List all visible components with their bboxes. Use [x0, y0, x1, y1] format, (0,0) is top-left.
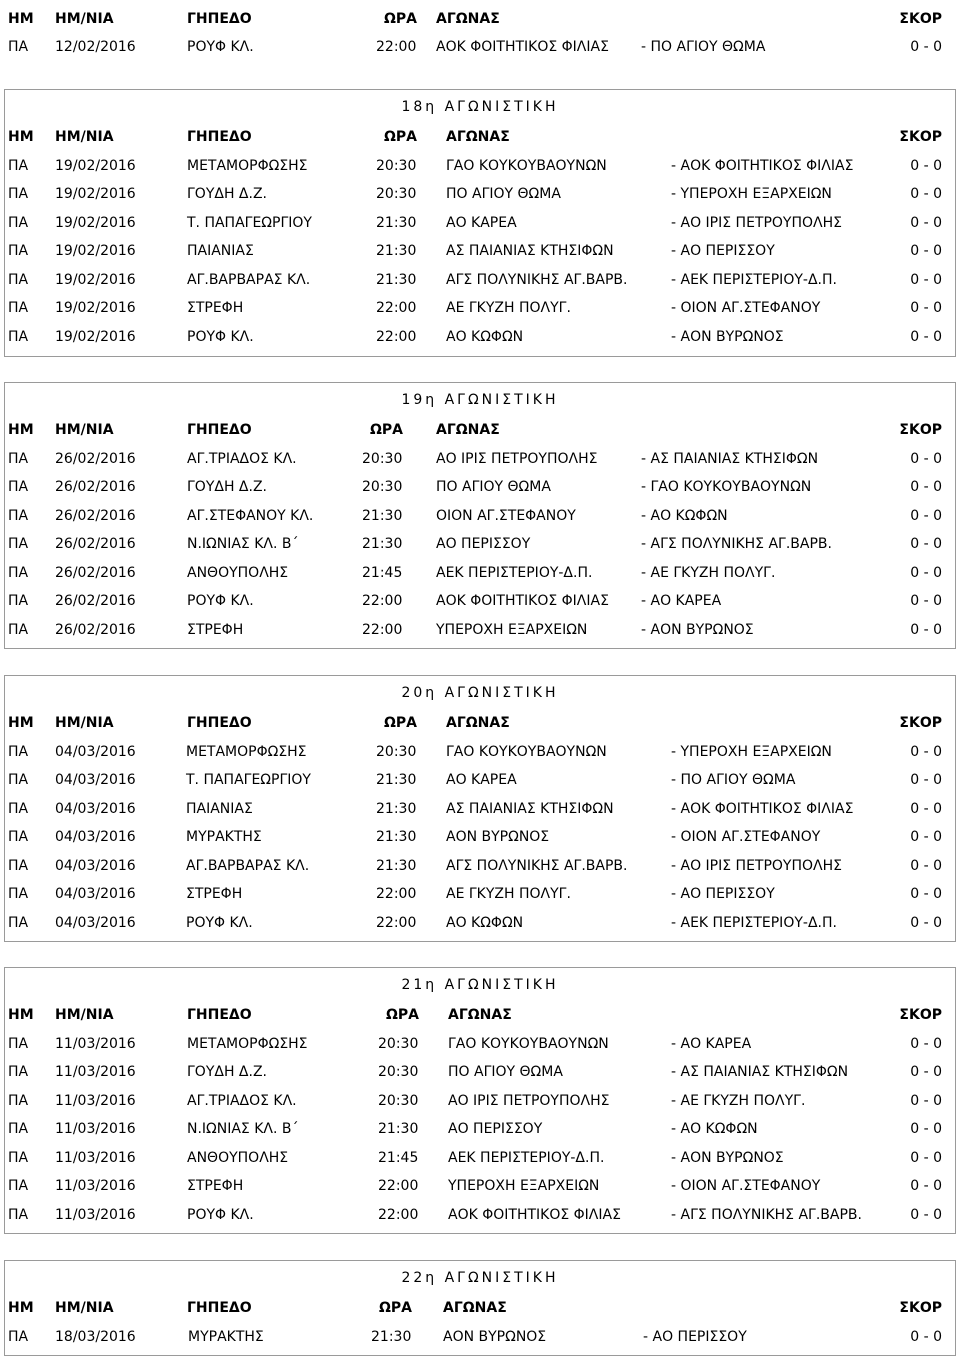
match-time: 20:30	[376, 744, 417, 760]
match-score: 0 - 0	[910, 329, 942, 345]
round-title: 18η ΑΓΩΝΙΣΤΙΚΗ	[401, 99, 559, 115]
match-home-team: ΠΟ ΑΓΙΟΥ ΘΩΜΑ	[436, 479, 551, 495]
match-time: 21:30	[371, 1329, 412, 1345]
match-away-team: - ΑΟΚ ΦΟΙΤΗΤΙΚΟΣ ΦΙΛΙΑΣ	[671, 158, 854, 174]
header-date: ΗΜ/ΝΙΑ	[55, 11, 114, 27]
match-row	[0, 152, 960, 180]
match-date: 04/03/2016	[55, 829, 136, 845]
match-day: ΠΑ	[8, 1178, 29, 1194]
header-score: ΣΚΟΡ	[899, 129, 942, 145]
header-time: ΩΡΑ	[386, 1007, 419, 1023]
match-away-team: - ΑΓΣ ΠΟΛΥΝΙΚΗΣ ΑΓ.ΒΑΡΒ.	[671, 1207, 862, 1223]
match-venue: ΑΝΘΟΥΠΟΛΗΣ	[187, 1150, 289, 1166]
match-score: 0 - 0	[910, 829, 942, 845]
match-date: 11/03/2016	[55, 1036, 136, 1052]
match-day: ΠΑ	[8, 1207, 29, 1223]
match-day: ΠΑ	[8, 215, 29, 231]
match-day: ΠΑ	[8, 1121, 29, 1137]
header-score: ΣΚΟΡ	[899, 715, 942, 731]
match-score: 0 - 0	[910, 536, 942, 552]
match-away-team: - ΑΟ ΙΡΙΣ ΠΕΤΡΟΥΠΟΛΗΣ	[671, 858, 842, 874]
match-day: ΠΑ	[8, 186, 29, 202]
match-date: 26/02/2016	[55, 479, 136, 495]
match-row	[0, 587, 960, 615]
header-venue: ΓΗΠΕΔΟ	[187, 129, 252, 145]
match-day: ΠΑ	[8, 622, 29, 638]
match-home-team: ΑΟΝ ΒΥΡΩΝΟΣ	[446, 829, 550, 845]
match-score: 0 - 0	[910, 772, 942, 788]
match-score: 0 - 0	[910, 1178, 942, 1194]
match-venue: ΡΟΥΦ ΚΛ.	[187, 39, 254, 55]
match-away-team: - ΑΟ ΙΡΙΣ ΠΕΤΡΟΥΠΟΛΗΣ	[671, 215, 842, 231]
match-score: 0 - 0	[910, 1329, 942, 1345]
match-day: ΠΑ	[8, 744, 29, 760]
match-venue: ΜΥΡΑΚΤΗΣ	[186, 829, 262, 845]
match-venue: ΜΕΤΑΜΟΡΦΩΣΗΣ	[186, 744, 307, 760]
match-day: ΠΑ	[8, 858, 29, 874]
match-row	[0, 1058, 960, 1086]
match-date: 19/02/2016	[55, 215, 136, 231]
header-score: ΣΚΟΡ	[899, 422, 942, 438]
match-time: 21:30	[362, 508, 403, 524]
match-home-team: ΑΟ ΚΩΦΩΝ	[446, 915, 524, 931]
header-day: ΗΜ	[8, 11, 34, 27]
header-match: ΑΓΩΝΑΣ	[448, 1007, 512, 1023]
match-row	[0, 738, 960, 766]
match-home-team: ΑΣ ΠΑΙΑΝΙΑΣ ΚΤΗΣΙΦΩΝ	[446, 801, 614, 817]
match-row	[0, 294, 960, 322]
match-venue: ΑΓ.ΤΡΙΑΔΟΣ ΚΛ.	[187, 1093, 297, 1109]
match-away-team: - ΟΙΟΝ ΑΓ.ΣΤΕΦΑΝΟΥ	[671, 829, 821, 845]
match-home-team: ΑΟ ΚΑΡΕΑ	[446, 215, 517, 231]
match-date: 04/03/2016	[55, 886, 136, 902]
match-score: 0 - 0	[910, 915, 942, 931]
header-venue: ΓΗΠΕΔΟ	[187, 715, 252, 731]
match-venue: ΡΟΥΦ ΚΛ.	[187, 1207, 254, 1223]
match-row	[0, 237, 960, 265]
match-date: 26/02/2016	[55, 565, 136, 581]
match-away-team: - ΑΓΣ ΠΟΛΥΝΙΚΗΣ ΑΓ.ΒΑΡΒ.	[641, 536, 832, 552]
match-away-team: - ΑΟ ΠΕΡΙΣΣΟΥ	[671, 886, 775, 902]
match-home-team: ΑΕΚ ΠΕΡΙΣΤΕΡΙΟΥ-Δ.Π.	[436, 565, 593, 581]
match-day: ΠΑ	[8, 479, 29, 495]
header-date: ΗΜ/ΝΙΑ	[55, 422, 114, 438]
round-title: 22η ΑΓΩΝΙΣΤΙΚΗ	[401, 1270, 559, 1286]
header-time: ΩΡΑ	[384, 129, 417, 145]
match-score: 0 - 0	[910, 243, 942, 259]
match-score: 0 - 0	[910, 300, 942, 316]
match-away-team: - ΑΟ ΠΕΡΙΣΣΟΥ	[671, 243, 775, 259]
match-venue: Τ. ΠΑΠΑΓΕΩΡΓΙΟΥ	[186, 772, 311, 788]
match-date: 04/03/2016	[55, 772, 136, 788]
match-time: 20:30	[376, 186, 417, 202]
match-row	[0, 1115, 960, 1143]
match-time: 21:45	[378, 1150, 419, 1166]
match-day: ΠΑ	[8, 243, 29, 259]
match-time: 22:00	[378, 1178, 419, 1194]
match-time: 20:30	[378, 1093, 419, 1109]
match-away-team: - ΑΟΚ ΦΟΙΤΗΤΙΚΟΣ ΦΙΛΙΑΣ	[671, 801, 854, 817]
match-time: 20:30	[376, 158, 417, 174]
match-date: 18/03/2016	[55, 1329, 136, 1345]
match-time: 22:00	[378, 1207, 419, 1223]
match-date: 12/02/2016	[55, 39, 136, 55]
match-date: 19/02/2016	[55, 272, 136, 288]
header-score: ΣΚΟΡ	[899, 1300, 942, 1316]
match-home-team: ΠΟ ΑΓΙΟΥ ΘΩΜΑ	[446, 186, 561, 202]
match-home-team: ΑΣ ΠΑΙΑΝΙΑΣ ΚΤΗΣΙΦΩΝ	[446, 243, 614, 259]
header-date: ΗΜ/ΝΙΑ	[55, 1300, 114, 1316]
match-home-team: ΑΟ ΚΩΦΩΝ	[446, 329, 524, 345]
header-day: ΗΜ	[8, 1007, 34, 1023]
match-home-team: ΓΑΟ ΚΟΥΚΟΥΒΑΟΥΝΩΝ	[446, 744, 607, 760]
match-day: ΠΑ	[8, 39, 29, 55]
match-time: 21:30	[376, 829, 417, 845]
match-day: ΠΑ	[8, 536, 29, 552]
match-away-team: - ΑΟ ΚΩΦΩΝ	[641, 508, 728, 524]
match-date: 26/02/2016	[55, 593, 136, 609]
match-row	[0, 209, 960, 237]
match-date: 19/02/2016	[55, 158, 136, 174]
match-home-team: ΑΟ ΙΡΙΣ ΠΕΤΡΟΥΠΟΛΗΣ	[448, 1093, 610, 1109]
match-time: 21:30	[376, 772, 417, 788]
match-away-team: - ΑΣ ΠΑΙΑΝΙΑΣ ΚΤΗΣΙΦΩΝ	[671, 1064, 849, 1080]
match-venue: ΓΟΥΔΗ Δ.Ζ.	[187, 186, 267, 202]
match-row	[0, 766, 960, 794]
header-time: ΩΡΑ	[384, 11, 417, 27]
match-away-team: - ΑΕΚ ΠΕΡΙΣΤΕΡΙΟΥ-Δ.Π.	[671, 272, 837, 288]
match-venue: ΣΤΡΕΦΗ	[187, 300, 244, 316]
match-day: ΠΑ	[8, 451, 29, 467]
match-day: ΠΑ	[8, 1329, 29, 1345]
match-row	[0, 1172, 960, 1200]
match-home-team: ΥΠΕΡΟΧΗ ΕΞΑΡΧΕΙΩΝ	[436, 622, 588, 638]
match-day: ΠΑ	[8, 565, 29, 581]
match-away-team: - ΑΟΝ ΒΥΡΩΝΟΣ	[671, 329, 784, 345]
match-home-team: ΟΙΟΝ ΑΓ.ΣΤΕΦΑΝΟΥ	[436, 508, 576, 524]
match-time: 20:30	[378, 1064, 419, 1080]
match-date: 26/02/2016	[55, 536, 136, 552]
match-venue: ΓΟΥΔΗ Δ.Ζ.	[187, 1064, 267, 1080]
match-score: 0 - 0	[910, 272, 942, 288]
match-score: 0 - 0	[910, 215, 942, 231]
match-time: 20:30	[362, 451, 403, 467]
match-venue: ΑΓ.ΒΑΡΒΑΡΑΣ ΚΛ.	[186, 858, 310, 874]
match-home-team: ΑΟ ΚΑΡΕΑ	[446, 772, 517, 788]
header-venue: ΓΗΠΕΔΟ	[187, 11, 252, 27]
match-row	[0, 1087, 960, 1115]
match-row	[0, 33, 960, 61]
header-time: ΩΡΑ	[384, 715, 417, 731]
match-venue: ΑΝΘΟΥΠΟΛΗΣ	[187, 565, 289, 581]
match-date: 26/02/2016	[55, 622, 136, 638]
header-time: ΩΡΑ	[370, 422, 403, 438]
match-home-team: ΑΕΚ ΠΕΡΙΣΤΕΡΙΟΥ-Δ.Π.	[448, 1150, 605, 1166]
header-venue: ΓΗΠΕΔΟ	[187, 1300, 252, 1316]
match-venue: ΣΤΡΕΦΗ	[186, 886, 243, 902]
table-header-row	[0, 709, 960, 737]
match-home-team: ΑΕ ΓΚΥΖΗ ΠΟΛΥΓ.	[446, 300, 571, 316]
match-time: 20:30	[378, 1036, 419, 1052]
match-home-team: ΑΟΝ ΒΥΡΩΝΟΣ	[443, 1329, 547, 1345]
match-date: 19/02/2016	[55, 186, 136, 202]
match-score: 0 - 0	[910, 744, 942, 760]
header-day: ΗΜ	[8, 1300, 34, 1316]
match-time: 21:30	[376, 858, 417, 874]
round-title: 21η ΑΓΩΝΙΣΤΙΚΗ	[401, 977, 559, 993]
table-header-row	[0, 1294, 960, 1322]
match-home-team: ΑΟ ΠΕΡΙΣΣΟΥ	[448, 1121, 543, 1137]
match-time: 21:30	[376, 215, 417, 231]
match-score: 0 - 0	[910, 858, 942, 874]
match-date: 26/02/2016	[55, 451, 136, 467]
match-date: 11/03/2016	[55, 1093, 136, 1109]
match-date: 26/02/2016	[55, 508, 136, 524]
match-time: 22:00	[376, 886, 417, 902]
header-time: ΩΡΑ	[379, 1300, 412, 1316]
match-row	[0, 1144, 960, 1172]
match-away-team: - ΠΟ ΑΓΙΟΥ ΘΩΜΑ	[641, 39, 766, 55]
match-row	[0, 530, 960, 558]
match-home-team: ΑΓΣ ΠΟΛΥΝΙΚΗΣ ΑΓ.ΒΑΡΒ.	[446, 858, 628, 874]
match-away-team: - ΟΙΟΝ ΑΓ.ΣΤΕΦΑΝΟΥ	[671, 300, 821, 316]
match-home-team: ΑΟΚ ΦΟΙΤΗΤΙΚΟΣ ΦΙΛΙΑΣ	[436, 593, 609, 609]
match-venue: ΑΓ.ΤΡΙΑΔΟΣ ΚΛ.	[187, 451, 297, 467]
match-day: ΠΑ	[8, 886, 29, 902]
match-row	[0, 909, 960, 937]
match-date: 04/03/2016	[55, 858, 136, 874]
match-time: 20:30	[362, 479, 403, 495]
match-row	[0, 852, 960, 880]
match-time: 21:30	[378, 1121, 419, 1137]
match-time: 22:00	[376, 915, 417, 931]
table-header-row	[0, 1001, 960, 1029]
header-score: ΣΚΟΡ	[899, 11, 942, 27]
match-row	[0, 502, 960, 530]
round-title: 19η ΑΓΩΝΙΣΤΙΚΗ	[401, 392, 559, 408]
match-score: 0 - 0	[910, 565, 942, 581]
match-home-team: ΑΟ ΙΡΙΣ ΠΕΤΡΟΥΠΟΛΗΣ	[436, 451, 598, 467]
match-date: 19/02/2016	[55, 243, 136, 259]
match-day: ΠΑ	[8, 1150, 29, 1166]
match-score: 0 - 0	[910, 1093, 942, 1109]
match-away-team: - ΠΟ ΑΓΙΟΥ ΘΩΜΑ	[671, 772, 796, 788]
match-row	[0, 266, 960, 294]
match-time: 22:00	[376, 300, 417, 316]
table-header-row	[0, 416, 960, 444]
match-day: ΠΑ	[8, 1093, 29, 1109]
match-away-team: - ΑΕ ΓΚΥΖΗ ΠΟΛΥΓ.	[641, 565, 776, 581]
match-venue: ΜΕΤΑΜΟΡΦΩΣΗΣ	[187, 158, 308, 174]
match-home-team: ΓΑΟ ΚΟΥΚΟΥΒΑΟΥΝΩΝ	[448, 1036, 609, 1052]
match-day: ΠΑ	[8, 593, 29, 609]
match-day: ΠΑ	[8, 772, 29, 788]
match-score: 0 - 0	[910, 186, 942, 202]
match-time: 21:45	[362, 565, 403, 581]
header-match: ΑΓΩΝΑΣ	[446, 715, 510, 731]
match-date: 19/02/2016	[55, 329, 136, 345]
match-venue: ΣΤΡΕΦΗ	[187, 622, 244, 638]
round-title: 20η ΑΓΩΝΙΣΤΙΚΗ	[401, 685, 559, 701]
match-time: 21:30	[376, 243, 417, 259]
match-day: ΠΑ	[8, 1064, 29, 1080]
match-venue: ΓΟΥΔΗ Δ.Ζ.	[187, 479, 267, 495]
header-date: ΗΜ/ΝΙΑ	[55, 129, 114, 145]
match-venue: Ν.ΙΩΝΙΑΣ ΚΛ. Β΄	[187, 1121, 299, 1137]
match-venue: ΡΟΥΦ ΚΛ.	[187, 593, 254, 609]
match-score: 0 - 0	[910, 1150, 942, 1166]
match-time: 22:00	[376, 39, 417, 55]
match-day: ΠΑ	[8, 1036, 29, 1052]
match-away-team: - ΑΟΝ ΒΥΡΩΝΟΣ	[671, 1150, 784, 1166]
header-match: ΑΓΩΝΑΣ	[436, 422, 500, 438]
match-row	[0, 180, 960, 208]
match-home-team: ΑΓΣ ΠΟΛΥΝΙΚΗΣ ΑΓ.ΒΑΡΒ.	[446, 272, 628, 288]
header-date: ΗΜ/ΝΙΑ	[55, 1007, 114, 1023]
header-date: ΗΜ/ΝΙΑ	[55, 715, 114, 731]
match-time: 22:00	[362, 593, 403, 609]
match-score: 0 - 0	[910, 158, 942, 174]
match-row	[0, 1323, 960, 1351]
match-venue: ΑΓ.ΒΑΡΒΑΡΑΣ ΚΛ.	[187, 272, 311, 288]
match-home-team: ΑΟΚ ΦΟΙΤΗΤΙΚΟΣ ΦΙΛΙΑΣ	[448, 1207, 621, 1223]
match-score: 0 - 0	[910, 593, 942, 609]
match-score: 0 - 0	[910, 451, 942, 467]
match-venue: ΣΤΡΕΦΗ	[187, 1178, 244, 1194]
match-row	[0, 1030, 960, 1058]
match-day: ΠΑ	[8, 508, 29, 524]
match-row	[0, 880, 960, 908]
match-score: 0 - 0	[910, 801, 942, 817]
match-day: ΠΑ	[8, 158, 29, 174]
match-away-team: - ΑΕΚ ΠΕΡΙΣΤΕΡΙΟΥ-Δ.Π.	[671, 915, 837, 931]
match-venue: ΑΓ.ΣΤΕΦΑΝΟΥ ΚΛ.	[187, 508, 314, 524]
match-score: 0 - 0	[910, 1064, 942, 1080]
header-venue: ΓΗΠΕΔΟ	[187, 422, 252, 438]
match-date: 04/03/2016	[55, 915, 136, 931]
match-time: 21:30	[376, 801, 417, 817]
match-time: 21:30	[376, 272, 417, 288]
match-away-team: - ΑΟ ΚΩΦΩΝ	[671, 1121, 758, 1137]
match-score: 0 - 0	[910, 479, 942, 495]
match-row	[0, 795, 960, 823]
match-away-team: - ΥΠΕΡΟΧΗ ΕΞΑΡΧΕΙΩΝ	[671, 744, 832, 760]
match-score: 0 - 0	[910, 1036, 942, 1052]
match-score: 0 - 0	[910, 508, 942, 524]
match-score: 0 - 0	[910, 39, 942, 55]
match-away-team: - ΑΕ ΓΚΥΖΗ ΠΟΛΥΓ.	[671, 1093, 806, 1109]
match-score: 0 - 0	[910, 886, 942, 902]
match-home-team: ΥΠΕΡΟΧΗ ΕΞΑΡΧΕΙΩΝ	[448, 1178, 600, 1194]
match-date: 11/03/2016	[55, 1207, 136, 1223]
match-venue: ΡΟΥΦ ΚΛ.	[186, 915, 253, 931]
match-day: ΠΑ	[8, 801, 29, 817]
match-away-team: - ΑΟ ΚΑΡΕΑ	[671, 1036, 752, 1052]
match-day: ΠΑ	[8, 829, 29, 845]
match-date: 11/03/2016	[55, 1121, 136, 1137]
match-date: 04/03/2016	[55, 744, 136, 760]
match-venue: Τ. ΠΑΠΑΓΕΩΡΓΙΟΥ	[187, 215, 312, 231]
match-venue: ΠΑΙΑΝΙΑΣ	[186, 801, 253, 817]
header-match: ΑΓΩΝΑΣ	[446, 129, 510, 145]
match-day: ΠΑ	[8, 300, 29, 316]
match-away-team: - ΑΣ ΠΑΙΑΝΙΑΣ ΚΤΗΣΙΦΩΝ	[641, 451, 819, 467]
header-day: ΗΜ	[8, 422, 34, 438]
match-date: 11/03/2016	[55, 1150, 136, 1166]
match-away-team: - ΥΠΕΡΟΧΗ ΕΞΑΡΧΕΙΩΝ	[671, 186, 832, 202]
header-venue: ΓΗΠΕΔΟ	[187, 1007, 252, 1023]
match-row	[0, 473, 960, 501]
match-away-team: - ΑΟΝ ΒΥΡΩΝΟΣ	[641, 622, 754, 638]
match-score: 0 - 0	[910, 1121, 942, 1137]
match-time: 22:00	[362, 622, 403, 638]
match-row	[0, 1201, 960, 1229]
match-home-team: ΑΕ ΓΚΥΖΗ ΠΟΛΥΓ.	[446, 886, 571, 902]
match-day: ΠΑ	[8, 329, 29, 345]
match-time: 22:00	[376, 329, 417, 345]
match-away-team: - ΑΟ ΠΕΡΙΣΣΟΥ	[643, 1329, 747, 1345]
table-header-row	[0, 5, 960, 33]
header-match: ΑΓΩΝΑΣ	[436, 11, 500, 27]
match-time: 21:30	[362, 536, 403, 552]
match-home-team: ΠΟ ΑΓΙΟΥ ΘΩΜΑ	[448, 1064, 563, 1080]
match-away-team: - ΟΙΟΝ ΑΓ.ΣΤΕΦΑΝΟΥ	[671, 1178, 821, 1194]
match-venue: ΡΟΥΦ ΚΛ.	[187, 329, 254, 345]
match-home-team: ΑΟΚ ΦΟΙΤΗΤΙΚΟΣ ΦΙΛΙΑΣ	[436, 39, 609, 55]
match-away-team: - ΑΟ ΚΑΡΕΑ	[641, 593, 722, 609]
match-venue: Ν.ΙΩΝΙΑΣ ΚΛ. Β΄	[187, 536, 299, 552]
match-home-team: ΓΑΟ ΚΟΥΚΟΥΒΑΟΥΝΩΝ	[446, 158, 607, 174]
match-venue: ΠΑΙΑΝΙΑΣ	[187, 243, 254, 259]
match-row	[0, 559, 960, 587]
match-score: 0 - 0	[910, 622, 942, 638]
table-header-row	[0, 123, 960, 151]
match-venue: ΜΕΤΑΜΟΡΦΩΣΗΣ	[187, 1036, 308, 1052]
match-date: 11/03/2016	[55, 1178, 136, 1194]
match-venue: ΜΥΡΑΚΤΗΣ	[188, 1329, 264, 1345]
match-row	[0, 445, 960, 473]
match-date: 04/03/2016	[55, 801, 136, 817]
match-date: 19/02/2016	[55, 300, 136, 316]
match-row	[0, 323, 960, 351]
header-match: ΑΓΩΝΑΣ	[443, 1300, 507, 1316]
match-day: ΠΑ	[8, 272, 29, 288]
match-home-team: ΑΟ ΠΕΡΙΣΣΟΥ	[436, 536, 531, 552]
header-day: ΗΜ	[8, 715, 34, 731]
header-score: ΣΚΟΡ	[899, 1007, 942, 1023]
match-score: 0 - 0	[910, 1207, 942, 1223]
match-away-team: - ΓΑΟ ΚΟΥΚΟΥΒΑΟΥΝΩΝ	[641, 479, 812, 495]
match-date: 11/03/2016	[55, 1064, 136, 1080]
match-day: ΠΑ	[8, 915, 29, 931]
match-row	[0, 823, 960, 851]
match-row	[0, 616, 960, 644]
header-day: ΗΜ	[8, 129, 34, 145]
